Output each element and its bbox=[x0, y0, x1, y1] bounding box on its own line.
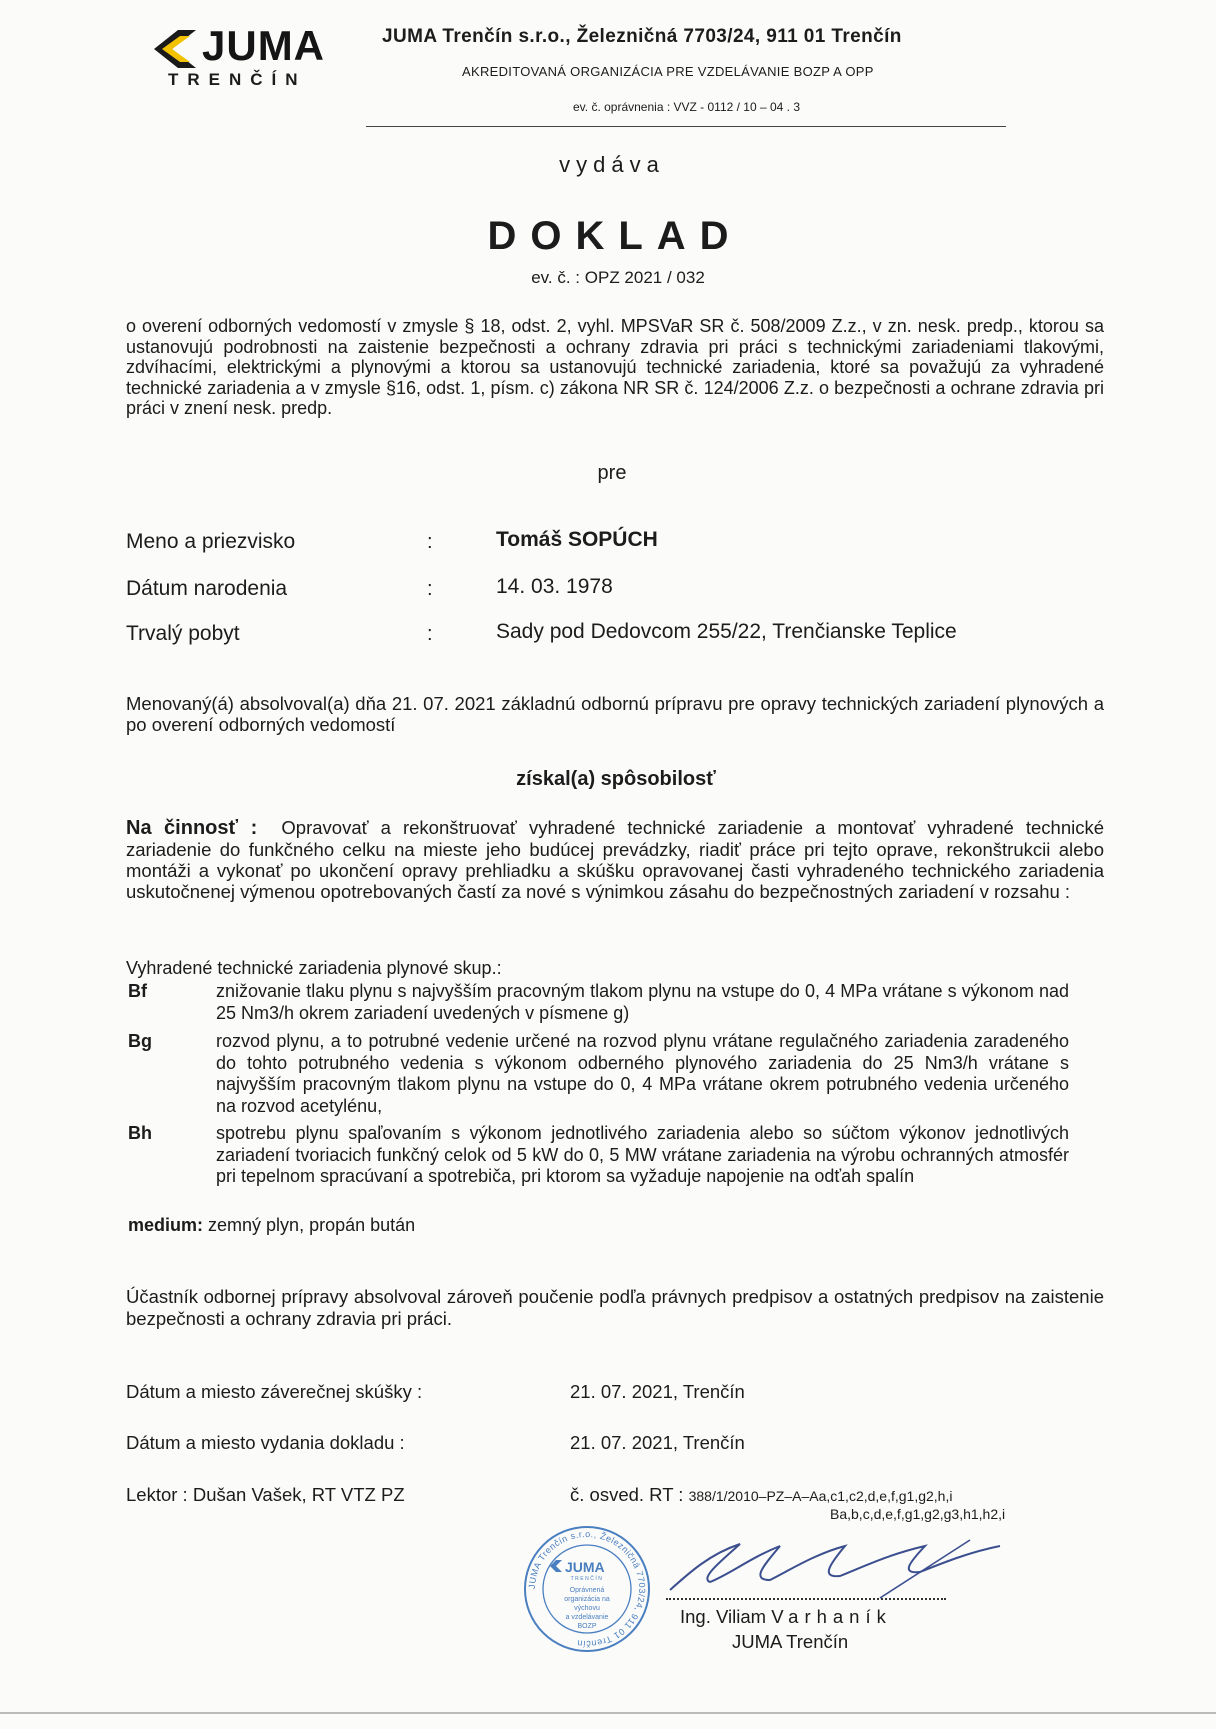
group-text-bh: spotrebu plynu spaľovaním s výkonom jednotlivého zariadenia alebo so súčtom výkonov jednotlivých zariadení tvoriacich funkčný celok od 5 kW do 0, 5 MW vrátane zariadenia na výrobu ochranných atmosfér pri tepelnom spracúvaní a spotrebiča, pri ktorom sa vyžaduje napojenie na odťah spalín bbox=[216, 1123, 1069, 1186]
group-code-bh: Bh bbox=[128, 1123, 152, 1143]
issue-value: 21. 07. 2021, Trenčín bbox=[570, 1432, 745, 1453]
company-address: JUMA Trenčín s.r.o., Železničná 7703/24, 911 01 Trenčín bbox=[382, 26, 902, 47]
birth-value: 14. 03. 1978 bbox=[496, 575, 613, 598]
stamp-line-5: BOZP bbox=[577, 1623, 597, 1630]
groups-label: Vyhradené technické zariadenia plynové skup.: bbox=[126, 958, 502, 978]
document-reg-number: ev. č. : OPZ 2021 / 032 bbox=[531, 268, 705, 287]
certificate-number-line1: 388/1/2010–PZ–A–Aa,c1,c2,d,e,f,g1,g2,h,i bbox=[688, 1488, 953, 1504]
certificate-number-line2: Ba,b,c,d,e,f,g1,g2,g3,h1,h2,i bbox=[830, 1506, 1006, 1522]
signatory-name bbox=[680, 1606, 892, 1628]
stamp-line-4: a vzdelávanie bbox=[565, 1614, 609, 1621]
signatory-prefix: Ing. Viliam bbox=[680, 1606, 767, 1627]
activity-paragraph bbox=[126, 817, 1104, 902]
stamp-sub: TRENČÍN bbox=[570, 1576, 604, 1582]
stamp-ring-text: JUMA Trenčín s.r.o., Železničná 7703/24, 911 01 Trenčín bbox=[526, 1528, 648, 1650]
logo-chevron-icon bbox=[150, 28, 198, 70]
medium-label: medium: bbox=[128, 1215, 204, 1235]
permit-number: ev. č. oprávnenia : VVZ - 0112 / 10 – 04 . 3 bbox=[573, 100, 801, 114]
for-label: pre bbox=[597, 462, 627, 484]
address-value: Sady pod Dedovcom 255/22, Trenčianske Teplice bbox=[496, 620, 957, 643]
signature bbox=[650, 1532, 1010, 1602]
signature-line bbox=[666, 1598, 946, 1600]
activity-label: Na činnosť : bbox=[126, 817, 258, 839]
stamp-line-1: Oprávnená bbox=[569, 1587, 605, 1594]
name-label: Meno a priezvisko bbox=[126, 530, 296, 553]
certificate-label: č. osved. RT : bbox=[570, 1484, 684, 1505]
group-code-bg: Bg bbox=[128, 1031, 152, 1051]
completion-paragraph: Menovaný(á) absolvoval(a) dňa 21. 07. 2021 základnú odbornú prípravu pre opravy technických zariadení plynových a po overení odborných vedomostí bbox=[126, 693, 1104, 735]
birth-label: Dátum narodenia bbox=[126, 577, 288, 600]
document-title: DOKLAD bbox=[487, 214, 743, 258]
medium-line bbox=[128, 1215, 415, 1236]
logo-subtitle: TRENČÍN bbox=[168, 70, 307, 89]
page-bottom-edge bbox=[0, 1712, 1216, 1714]
logo-wordmark: JUMA bbox=[202, 22, 326, 69]
issues-label: vydáva bbox=[559, 152, 665, 177]
instruction-paragraph: Účastník odbornej prípravy absolvoval zároveň poučenie podľa právnych predpisov a ostatných predpisov na zaistenie bezpečnosti a ochrany zdravia pri práci. bbox=[126, 1286, 1104, 1329]
acquired-heading: získal(a) spôsobilosť bbox=[516, 768, 716, 790]
lector-label: Lektor : Dušan Vašek, RT VTZ PZ bbox=[126, 1484, 405, 1505]
accreditation-line: AKREDITOVANÁ ORGANIZÁCIA PRE VZDELÁVANIE BOZP A OPP bbox=[462, 64, 874, 79]
stamp-word: JUMA bbox=[565, 1559, 605, 1575]
issue-label: Dátum a miesto vydania dokladu : bbox=[126, 1432, 405, 1453]
exam-label: Dátum a miesto záverečnej skúšky : bbox=[126, 1381, 423, 1402]
name-colon: : bbox=[427, 531, 433, 553]
address-colon: : bbox=[427, 623, 433, 645]
group-text-bf: znižovanie tlaku plynu s najvyšším pracovným tlakom plynu na vstupe do 0, 4 MPa vrátane s výkonom nad 25 Nm3/h okrem zariadení uvedených v písmene g) bbox=[216, 981, 1069, 1023]
stamp-line-3: výchovu bbox=[574, 1605, 600, 1612]
exam-value: 21. 07. 2021, Trenčín bbox=[570, 1381, 745, 1402]
group-text-bg: rozvod plynu, a to potrubné vedenie určené na rozvod plynu vrátane regulačného zariadenia zaradeného do tohto potrubného vedenia s výkonom odberného plynového zariadenia do 25 Nm3/h vrátane s najvyšším pracovným tlakom plynu na vstupe do 0, 4 MPa vrátane okrem potrubného vedenia určeného na rozvod acetylénu, bbox=[216, 1031, 1069, 1116]
certificate-line bbox=[570, 1484, 952, 1506]
group-code-bf: Bf bbox=[128, 981, 147, 1001]
medium-value: zemný plyn, propán bután bbox=[208, 1215, 416, 1235]
birth-colon: : bbox=[427, 578, 433, 600]
activity-text: Opravovať a rekonštruovať vyhradené technické zariadenie a montovať vyhradené technické zariadenie do funkčného celku na mieste jeho budúcej prevádzky, riadiť práce pri tejto oprave, rekonštrukcii alebo montáži a vykonať po ukončení opravy prehliadku a skúšku opravovanej časti vyhradeného technického zariadenia uskutočnenej výmenou opotrebovaných častí za nové s výnimkou zásahu do bezpečnostných zariadení v rozsahu : bbox=[126, 817, 1105, 902]
signatory-surname: Varhaník bbox=[771, 1606, 892, 1627]
stamp-line-2: organizácia na bbox=[564, 1596, 610, 1603]
name-value: Tomáš SOPÚCH bbox=[496, 528, 658, 551]
signatory-organization: JUMA Trenčín bbox=[732, 1631, 849, 1652]
company-stamp bbox=[522, 1524, 652, 1654]
header-divider bbox=[366, 126, 1006, 127]
address-label: Trvalý pobyt bbox=[126, 622, 240, 645]
juma-logo bbox=[150, 22, 350, 92]
intro-paragraph: o overení odborných vedomostí v zmysle § 18, odst. 2, vyhl. MPSVaR SR č. 508/2009 Z.z., v zn. nesk. predp., ktorou sa ustanovujú podrobnosti na zaistenie bezpečnosti a ochrany zdravia pri práci s technickými zariadeniami tlakovými, zdvíhacími, elektrickými a plynovými a ktorou sa ustanovujú technické zariadenia, ktoré sa považujú za vyhradené technické zariadenia a v zmysle §16, odst. 1, písm. c) zákona NR SR č. 124/2006 Z.z. o bezpečnosti a ochrane zdravia pri práci v znení nesk. predp. bbox=[126, 316, 1104, 418]
